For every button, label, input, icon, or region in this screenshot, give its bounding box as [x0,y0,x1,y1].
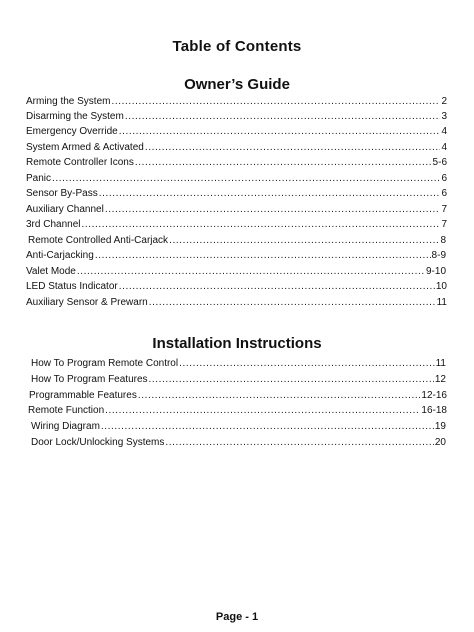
toc-leader-dots [145,142,441,154]
toc-entry-label: Remote Controlled Anti-Carjack [28,235,169,246]
toc-entry-label: Auxiliary Sensor & Prewarn [26,297,148,308]
toc-leader-dots [95,250,431,262]
toc-entry-page: 10 [435,281,447,292]
toc-entry-page: 7 [441,219,447,230]
toc-entry-label: Disarming the System [26,111,124,122]
toc-leader-dots [179,358,435,370]
toc-entry-label: LED Status Indicator [26,281,118,292]
toc-entry-page: 11 [435,358,446,369]
toc-entry-label: Door Lock/Unlocking Systems [31,437,165,448]
toc-entry-page: 6 [441,188,447,199]
toc-entry [28,405,447,417]
toc-entry [26,204,447,216]
toc-entry [26,111,447,123]
toc-entry [26,126,447,138]
toc-leader-dots [165,437,433,449]
toc-leader-dots [125,111,441,123]
toc-leader-dots [81,219,440,231]
toc-entry-label: How To Program Remote Control [31,358,179,369]
toc-entry [31,437,446,449]
toc-leader-dots [111,96,440,108]
toc-entry-label: Wiring Diagram [31,421,100,432]
toc-entry [26,157,447,169]
toc-entry [26,96,447,108]
toc-entry-label: Valet Mode [26,266,76,277]
toc-entry [31,421,446,433]
toc-leader-dots [119,126,441,138]
toc-entry-label: 3rd Channel [26,219,81,230]
toc-entry-label: How To Program Features [31,374,148,385]
section-heading-installation: Installation Instructions [152,335,322,352]
toc-entry-page: 20 [434,437,446,448]
toc-entry-page: 12 [434,374,446,385]
toc-leader-dots [105,204,441,216]
toc-leader-dots [149,297,436,309]
toc-entry-page: 9-10 [425,266,446,277]
toc-entry-page: 12-16 [421,390,447,401]
toc-leader-dots [77,266,425,278]
toc-leader-dots [119,281,435,293]
toc-entry [26,173,447,185]
toc-entry-label: Remote Function [28,405,105,416]
toc-entry-label: Arming the System [26,96,111,107]
toc-leader-dots [52,173,440,185]
toc-leader-dots [99,188,441,200]
toc-entry-page: 16-18 [421,405,447,416]
toc-entry-label: Remote Controller Icons [26,157,134,168]
toc-entry [31,374,446,386]
toc-entry-page: 8-9 [431,250,446,261]
toc-entry [26,297,447,309]
toc-entry-page: 2 [441,96,447,107]
toc-entry [26,250,446,262]
toc-entry-page: 4 [441,142,447,153]
toc-entry [26,188,447,200]
toc-leader-dots [135,157,432,169]
page-title: Table of Contents [172,38,302,55]
toc-entry [26,142,447,154]
toc-entry-label: Anti-Carjacking [26,250,94,261]
section-heading-owners-guide: Owner’s Guide [184,76,290,93]
toc-entry-page: 5-6 [432,157,447,168]
toc-entry-page: 7 [441,204,447,215]
toc-entry-page: 3 [441,111,447,122]
toc-leader-dots [169,235,439,247]
toc-entry-label: Sensor By-Pass [26,188,98,199]
toc-entry-label: System Armed & Activated [26,142,144,153]
toc-leader-dots [149,374,434,386]
toc-entry-label: Panic [26,173,52,184]
toc-leader-dots [138,390,421,402]
toc-entry [26,281,447,293]
toc-entry-page: 4 [441,126,447,137]
page-number: Page - 1 [215,611,259,623]
toc-entry-page: 19 [434,421,446,432]
toc-entry-label: Emergency Override [26,126,118,137]
toc-entry-page: 6 [441,173,447,184]
toc-entry [29,390,447,402]
toc-entry-label: Programmable Features [29,390,137,401]
toc-entry-page: 8 [440,235,446,246]
toc-leader-dots [101,421,434,433]
toc-entry [28,235,446,247]
toc-entry-page: 11 [436,297,447,308]
toc-leader-dots [105,405,420,417]
toc-entry [26,266,446,278]
toc-entry [31,358,446,370]
toc-entry [26,219,447,231]
toc-entry-label: Auxiliary Channel [26,204,104,215]
